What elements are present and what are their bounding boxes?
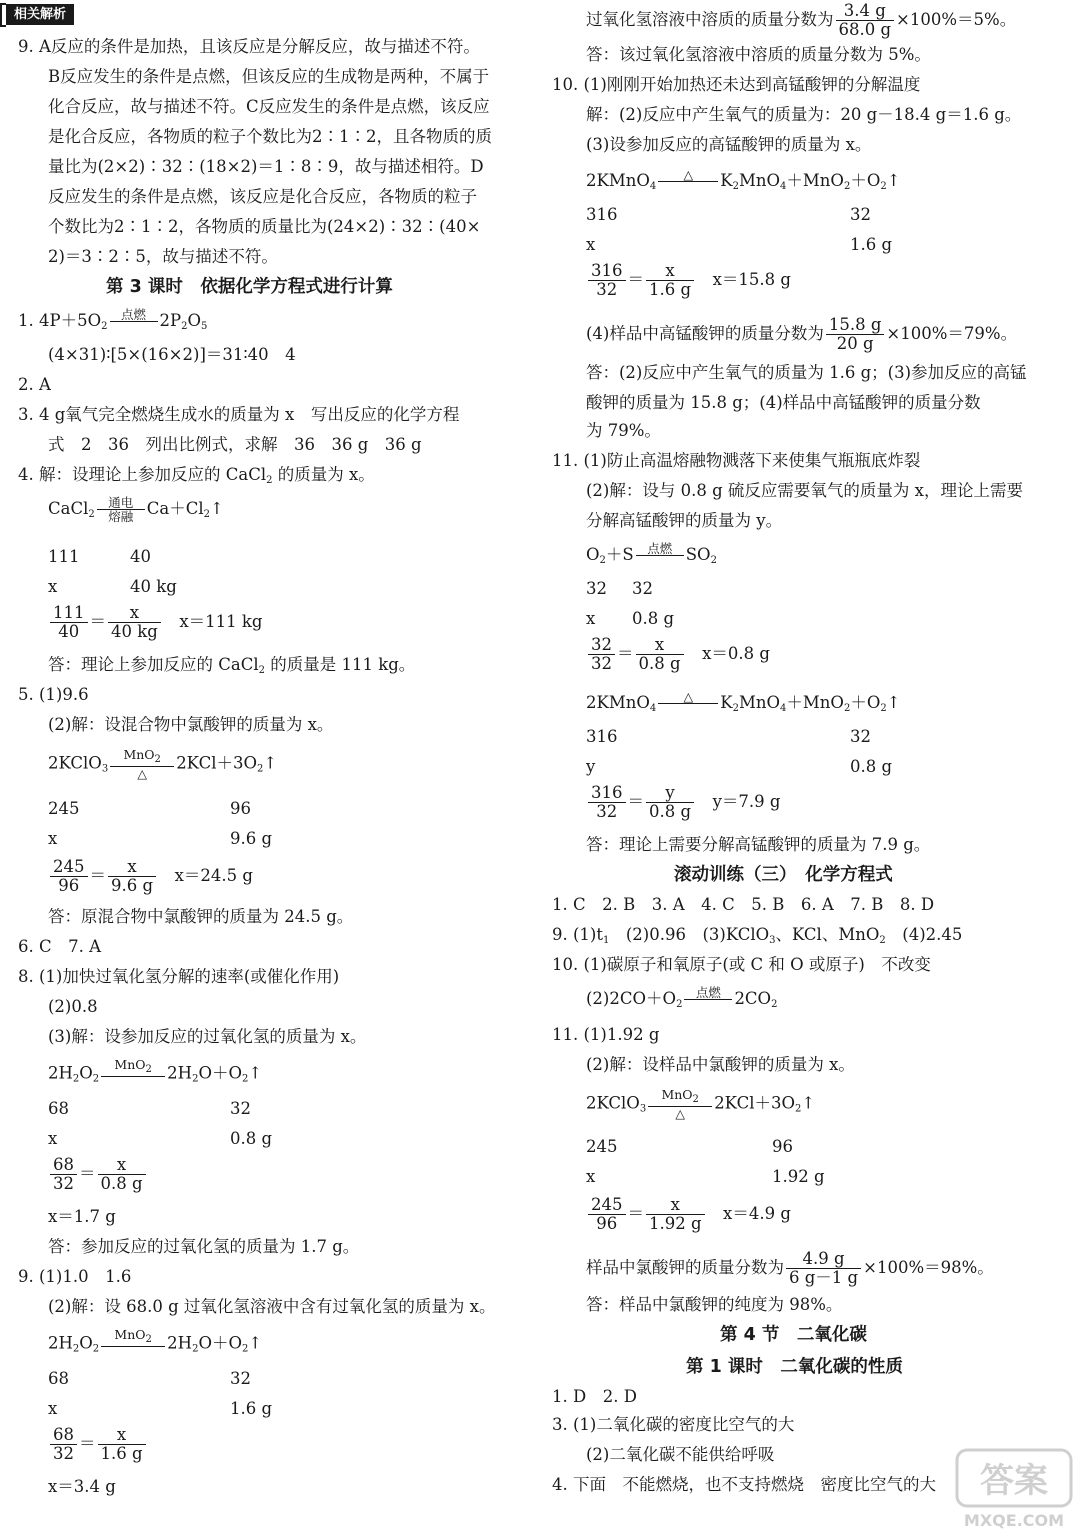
rolling-q11-unknown-row: x — [586, 1167, 596, 1186]
watermark-icon — [949, 1442, 1079, 1532]
q11-mass-row: 316 — [586, 727, 618, 746]
s3-part2: (2)二氧化碳不能供给呼吸 — [586, 1445, 775, 1464]
q9b-result: x＝3.4 g — [48, 1477, 116, 1496]
q4-mass-row: 40 — [130, 547, 151, 566]
q11-part2: (2)解：设与 0.8 g 硫反应需要氧气的质量为 x，理论上需要 — [586, 481, 1023, 500]
s1-answers: 1. D 2. D — [552, 1387, 637, 1406]
q8-unknown-row: x — [48, 1129, 58, 1148]
q8-equation: $2H_2O_2$ MnO$_2$ $2H_2O+O_2↑$ — [48, 1057, 263, 1085]
rolling-q11-proportion: $\frac{245}{96}$ ＝ $\frac{x}{1.92 g}$ x＝4.9 g — [586, 1196, 791, 1233]
q11-mass-row: 32 — [632, 579, 653, 598]
q10-answer: 为 79%。 — [586, 421, 661, 440]
q5-proportion: $\frac{245}{96}$ ＝ $\frac{x}{9.6 g}$ x＝24.5 g — [48, 858, 253, 895]
q11-unknown-row: 0.8 g — [850, 757, 893, 776]
rolling-q11-equation: 2KClO$_3$ MnO$_2$ △ $2KCl+3O_2↑$ — [586, 1087, 816, 1121]
q4-setup: 4. 解：设理论上参加反应的 CaCl$_2$ 的质量为 x。 — [18, 465, 375, 486]
q10-answer: 酸钾的质量为 15.8 g；(4)样品中高锰酸钾的质量分数 — [586, 393, 981, 412]
q8-answer: 答：参加反应的过氧化氢的质量为 1.7 g。 — [48, 1237, 360, 1256]
section-title: 第 3 课时 依据化学方程式进行计算 — [106, 277, 393, 297]
q1-ratio: (4×31)∶[5×(16×2)]＝31∶40 4 — [48, 345, 296, 364]
q1-equation: 1. $4P+5O_2$ 点燃 $2P_2O_5$ — [18, 307, 208, 332]
q5-part1: 5. (1)9.6 — [18, 685, 89, 704]
q11-unknown-row: x — [586, 609, 596, 628]
q10-part3: (3)设参加反应的高锰酸钾的质量为 x。 — [586, 135, 872, 154]
q11-unknown-row: y — [586, 757, 596, 776]
q8-result: x＝1.7 g — [48, 1207, 116, 1226]
q10-proportion: $\frac{316}{32}$ ＝ $\frac{x}{1.6 g}$ x＝15.8 g — [586, 262, 791, 299]
q5-unknown-row: x — [48, 829, 58, 848]
q9b-mass-row: 68 — [48, 1369, 69, 1388]
svg-text:答案: 答案 — [980, 1461, 1048, 1501]
q10-unknown-row: 1.6 g — [850, 235, 893, 254]
q9-line: B反应发生的条件是点燃，但该反应的生成物是两种，不属于 — [48, 67, 490, 86]
q11-part1: 11. (1)防止高温熔融物溅落下来使集气瓶瓶底炸裂 — [552, 451, 921, 470]
q10-part2: 解：(2)反应中产生氧气的质量为：20 g－18.4 g＝1.6 g。 — [586, 105, 1022, 124]
q9b-equation: $2H_2O_2$ MnO$_2$ $2H_2O+O_2↑$ — [48, 1327, 263, 1355]
rolling-q1-8: 1. C 2. B 3. A 4. C 5. B 6. A 7. B 8. D — [552, 895, 935, 914]
q8-mass-row: 32 — [230, 1099, 251, 1118]
q9-line: 反应发生的条件是点燃，该反应是化合反应，各物质的粒子 — [48, 187, 477, 206]
q2-answer: 2. A — [18, 375, 51, 394]
rolling-q11-answer: 答：样品中氯酸钾的纯度为 98%。 — [586, 1295, 843, 1314]
q8-part1: 8. (1)加快过氧化氢分解的速率(或催化作用) — [18, 967, 340, 986]
q9-line: 是化合反应，各物质的粒子个数比为2∶1∶2，且各物质的质 — [48, 127, 492, 146]
q9b-proportion: $\frac{68}{32}$ ＝ $\frac{x}{1.6 g}$ — [48, 1426, 148, 1463]
q11-unknown-row: 0.8 g — [632, 609, 675, 628]
rolling-q11-part1: 11. (1)1.92 g — [552, 1025, 660, 1044]
q8-mass-row: 68 — [48, 1099, 69, 1118]
q10-answer: 答：(2)反应中产生氧气的质量为 1.6 g；(3)参加反应的高锰 — [586, 363, 1027, 382]
q9-line: 9. A反应的条件是加热，且该反应是分解反应，故与描述不符。 — [18, 37, 480, 56]
q9-line: 量比为(2×2)∶32∶(18×2)＝1∶8∶9，故与描述相符。D — [48, 157, 484, 176]
q11-mass-row: 32 — [850, 727, 871, 746]
rolling-q10-part2: $(2)2CO+O_2$ 点燃 $2CO_2$ — [586, 985, 778, 1010]
q3-line: 3. 4 g氧气完全燃烧生成水的质量为 x 写出反应的化学方程 — [18, 405, 460, 424]
rolling-q10-part1: 10. (1)碳原子和氧原子(或 C 和 O 或原子) 不改变 — [552, 955, 931, 974]
q10-part4: (4)样品中高锰酸钾的质量分数为 $\frac{15.8 g}{20 g}$ ×100%＝79%。 — [586, 315, 1018, 353]
q9b-mass-row: 32 — [230, 1369, 251, 1388]
q10-unknown-row: x — [586, 235, 596, 254]
q8-part2: (2)0.8 — [48, 997, 98, 1016]
q4-proportion: $\frac{111}{40}$ ＝ $\frac{x}{40 kg}$ x＝111 kg — [48, 604, 262, 641]
q4-unknown-row: x — [48, 577, 58, 596]
q9-line: 个数比为2∶1∶2，各物质的质量比为(24×2)∶32∶(40× — [48, 217, 481, 236]
q6-7-answers: 6. C 7. A — [18, 937, 102, 956]
q11-proportion-1: $\frac{32}{32}$ ＝ $\frac{x}{0.8 g}$ x＝0.8 g — [586, 636, 770, 673]
svg-text:MXQE.COM: MXQE.COM — [963, 1511, 1065, 1530]
q10-mass-row: 32 — [850, 205, 871, 224]
q9-line: 2)＝3∶2∶5，故与描述不符。 — [48, 247, 278, 266]
q11-answer: 答：理论上需要分解高锰酸钾的质量为 7.9 g。 — [586, 835, 931, 854]
q11-equation-1: $O_2+S$ 点燃 $SO_2$ — [586, 541, 717, 566]
s3-part1: 3. (1)二氧化碳的密度比空气的大 — [552, 1415, 795, 1434]
q4-equation: CaCl$_2$ 通电 熔融 $Ca+Cl_2↑$ — [48, 495, 224, 524]
header-badge: 相关解析 — [6, 4, 74, 25]
q4-mass-row: 111 — [48, 547, 80, 566]
q5-answer: 答：原混合物中氯酸钾的质量为 24.5 g。 — [48, 907, 354, 926]
rolling-q11-unknown-row: 1.92 g — [772, 1167, 825, 1186]
rolling-q11-mass-row: 245 — [586, 1137, 618, 1156]
rolling-q9: 9. $(1)t_1$ (2)0.96 (3)KClO$_3$、KCl、MnO$_2$ (4)2.45 — [552, 925, 963, 946]
q11-proportion-2: $\frac{316}{32}$ ＝ $\frac{y}{0.8 g}$ y＝7.9 g — [586, 784, 780, 821]
top-answer: 答：该过氧化氢溶液中溶质的质量分数为 5%。 — [586, 45, 931, 64]
watermark-logo — [949, 1442, 1079, 1532]
q8-unknown-row: 0.8 g — [230, 1129, 273, 1148]
q10-mass-row: 316 — [586, 205, 618, 224]
rolling-q11-percent: 样品中氯酸钾的质量分数为 $\frac{4.9 g}{6 g-1 g}$ ×100%＝98%。 — [586, 1249, 994, 1287]
q9b-unknown-row: x — [48, 1399, 58, 1418]
mass-fraction-line: 过氧化氢溶液中溶质的质量分数为 $\frac{3.4 g}{68.0 g}$ ×100%＝5%。 — [586, 1, 1017, 39]
q8-part3: (3)解：设参加反应的过氧化氢的质量为 x。 — [48, 1027, 367, 1046]
q9b-part1: 9. (1)1.0 1.6 — [18, 1267, 132, 1286]
q4-answer: 答：理论上参加反应的 CaCl$_2$ 的质量是 111 kg。 — [48, 655, 416, 676]
rolling-q11-part2: (2)解：设样品中氯酸钾的质量为 x。 — [586, 1055, 855, 1074]
q9b-unknown-row: 1.6 g — [230, 1399, 273, 1418]
q10-equation: 2KMnO$_4$ △ $K_2MnO_4+MnO_2+O_2↑$ — [586, 167, 901, 192]
q11-equation-2: 2KMnO$_4$ △ $K_2MnO_4+MnO_2+O_2↑$ — [586, 689, 901, 714]
q5-mass-row: 245 — [48, 799, 80, 818]
q3-line: 式 2 36 列出比例式，求解 36 36 g 36 g — [48, 435, 422, 454]
section-4-subtitle: 第 1 课时 二氧化碳的性质 — [686, 1357, 903, 1377]
q11-mass-row: 32 — [586, 579, 607, 598]
rolling-q11-mass-row: 96 — [772, 1137, 793, 1156]
q5-mass-row: 96 — [230, 799, 251, 818]
q5-part2: (2)解：设混合物中氯酸钾的质量为 x。 — [48, 715, 334, 734]
section-4-title: 第 4 节 二氧化碳 — [720, 1325, 867, 1345]
q10-part1: 10. (1)刚刚开始加热还未达到高锰酸钾的分解温度 — [552, 75, 921, 94]
q8-proportion: $\frac{68}{32}$ ＝ $\frac{x}{0.8 g}$ — [48, 1156, 148, 1193]
q5-unknown-row: 9.6 g — [230, 829, 273, 848]
rolling-training-title: 滚动训练（三） 化学方程式 — [674, 865, 893, 885]
q9b-part2: (2)解：设 68.0 g 过氧化氢溶液中含有过氧化氢的质量为 x。 — [48, 1297, 496, 1316]
q5-equation: 2KClO$_3$ MnO$_2$ △ $2KCl+3O_2↑$ — [48, 747, 278, 781]
q9-line: 化合反应，故与描述不符。C反应发生的条件是点燃，该反应 — [48, 97, 490, 116]
q11-part2: 分解高锰酸钾的质量为 y。 — [586, 511, 783, 530]
q4-unknown-row: 40 kg — [130, 577, 177, 596]
s4-answer: 4. 下面 不能燃烧，也不支持燃烧 密度比空气的大 — [552, 1475, 936, 1494]
